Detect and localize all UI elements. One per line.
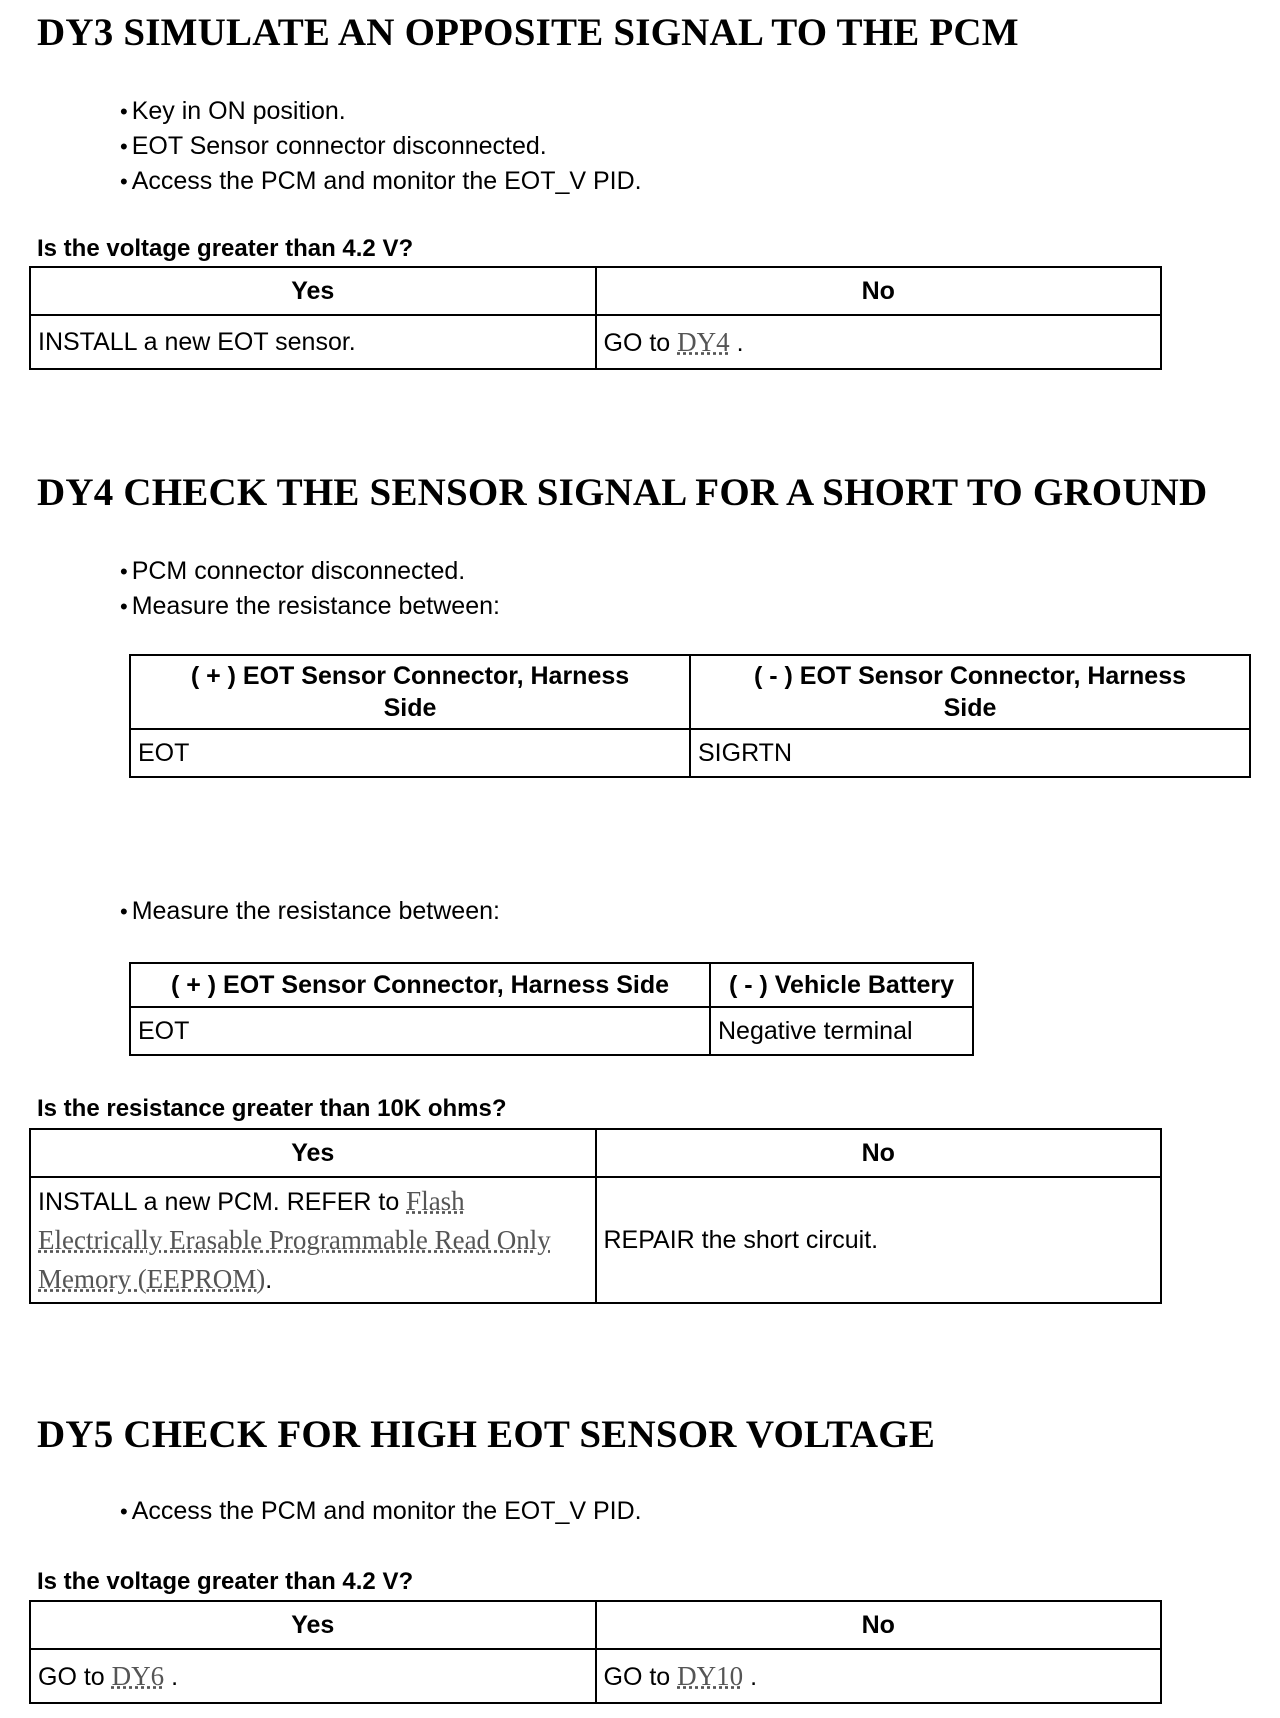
positive-lead-header: ( + ) EOT Sensor Connector, Harness Side (130, 655, 690, 729)
list-item: • EOT Sensor connector disconnected. (120, 129, 642, 164)
dy5-title: DY5 CHECK FOR HIGH EOT SENSOR VOLTAGE (37, 1413, 936, 1456)
no-cell (596, 315, 1162, 369)
list-item: • PCM connector disconnected. (120, 554, 500, 589)
no-header: No (596, 267, 1162, 315)
no-cell: REPAIR the short circuit. (596, 1177, 1162, 1303)
eeprom-link[interactable]: Flash Electrically Erasable Programmable Read Only Memory (EEPROM) (38, 1185, 551, 1294)
list-item: • Measure the resistance between: (120, 894, 500, 929)
yes-prefix: GO to (38, 1662, 112, 1691)
dy3-decision-table (29, 266, 1162, 370)
dy5-steps (120, 1494, 642, 1529)
yes-suffix: . (164, 1662, 179, 1691)
no-prefix: GO to (603, 328, 678, 357)
no-suffix: . (743, 1662, 758, 1691)
dy4-measure-table-2 (129, 962, 974, 1056)
dy4-steps (120, 554, 500, 624)
dy5-question: Is the voltage greater than 4.2 V? (37, 1568, 414, 1595)
yes-header: Yes (30, 1601, 596, 1649)
table-cell: EOT (130, 1007, 710, 1055)
no-header: No (596, 1129, 1162, 1177)
negative-lead-header: ( - ) EOT Sensor Connector, Harness Side (690, 655, 1250, 729)
yes-header: Yes (30, 1129, 596, 1177)
no-cell (596, 1649, 1162, 1703)
yes-prefix: INSTALL a new PCM. REFER to (38, 1187, 407, 1216)
dy3-title: DY3 SIMULATE AN OPPOSITE SIGNAL TO THE PCM (37, 11, 1019, 54)
yes-cell: INSTALL a new EOT sensor. (30, 315, 596, 369)
yes-suffix: . (265, 1265, 273, 1294)
list-item: • Access the PCM and monitor the EOT_V PID. (120, 1494, 642, 1529)
dy10-link[interactable]: DY10 (677, 1660, 744, 1691)
table-cell: SIGRTN (690, 729, 1250, 777)
no-suffix: . (729, 328, 744, 357)
list-item: • Key in ON position. (120, 94, 642, 129)
yes-header: Yes (30, 267, 596, 315)
dy6-link[interactable]: DY6 (111, 1660, 165, 1691)
dy4-step-2 (120, 894, 500, 929)
dy4-decision-table (29, 1128, 1162, 1304)
dy3-steps (120, 94, 642, 199)
dy5-decision-table (29, 1600, 1162, 1704)
positive-lead-header: ( + ) EOT Sensor Connector, Harness Side (130, 963, 710, 1007)
dy3-question: Is the voltage greater than 4.2 V? (37, 235, 414, 262)
dy4-measure-table-1 (129, 654, 1251, 778)
dy4-title: DY4 CHECK THE SENSOR SIGNAL FOR A SHORT TO GROUND (37, 471, 1208, 514)
yes-cell (30, 1177, 596, 1303)
dy4-question: Is the resistance greater than 10K ohms? (37, 1095, 507, 1122)
list-item: • Measure the resistance between: (120, 589, 500, 624)
table-cell: Negative terminal (710, 1007, 973, 1055)
no-prefix: GO to (603, 1662, 678, 1691)
list-item: • Access the PCM and monitor the EOT_V PID. (120, 164, 642, 199)
yes-cell (30, 1649, 596, 1703)
no-header: No (596, 1601, 1162, 1649)
dy4-link[interactable]: DY4 (677, 326, 730, 357)
negative-lead-header: ( - ) Vehicle Battery (710, 963, 973, 1007)
table-cell: EOT (130, 729, 690, 777)
